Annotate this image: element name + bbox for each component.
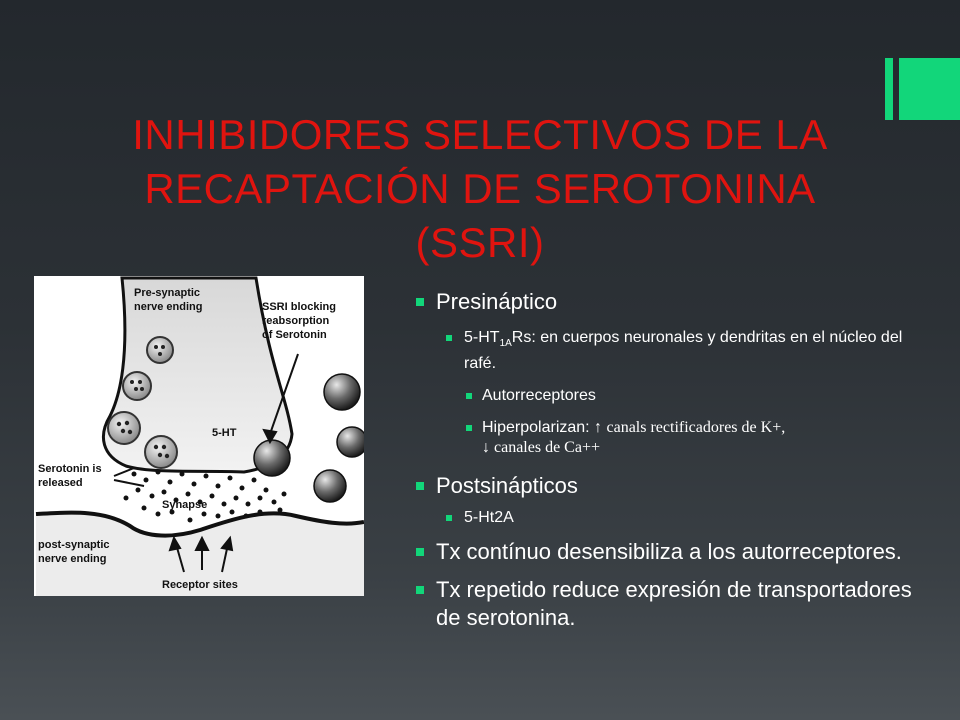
bullet-marker xyxy=(466,393,472,399)
slide-title: INHIBIDORES SELECTIVOS DE LA RECAPTACIÓN DE SEROTONINA (SSRI) xyxy=(132,111,828,266)
accent-bar-thick xyxy=(899,58,960,120)
bullet-marker xyxy=(416,548,424,556)
label-post-2: nerve ending xyxy=(38,553,107,565)
bullet-autorreceptores: Autorreceptores xyxy=(416,386,936,406)
label-released-1: Serotonin is xyxy=(38,463,102,475)
bullet-list xyxy=(416,288,936,632)
bullet-marker xyxy=(446,515,452,521)
label-released-2: released xyxy=(38,477,83,489)
bullet-tx-repetido: Tx repetido reduce expresión de transportadores de serotonina. xyxy=(416,576,936,632)
bullet-postsinapticos: Postsinápticos xyxy=(416,472,936,500)
label-synapse: Synapse xyxy=(162,499,208,511)
bullet-5ht1a: $5-HT_{1A}Rs$: en cuerpos neuronales y dendritas en el núcleo del rafé. xyxy=(416,328,936,374)
bullet-marker xyxy=(416,586,424,594)
synapse-diagram xyxy=(34,276,364,596)
accent-bar-thin xyxy=(885,58,893,120)
label-ssri-3: of Serotonin xyxy=(262,329,327,341)
label-5ht: 5-HT xyxy=(212,427,237,439)
bullet-marker xyxy=(416,482,424,490)
bullet-marker xyxy=(466,425,472,431)
bullet-hiperpolarizan: Hiperpolarizan: ↑ canals rectificadores de K+, ↓ canales de Ca++ xyxy=(416,418,936,458)
label-post-1: post-synaptic xyxy=(38,539,110,551)
label-pre-1: Pre-synaptic xyxy=(134,287,201,299)
bullet-tx-continuo: Tx contínuo desensibiliza a los autorreceptores. xyxy=(416,538,936,566)
bullet-5ht2a: 5-Ht2A xyxy=(416,508,936,528)
label-receptor: Receptor sites xyxy=(162,579,238,591)
label-ssri-2: reabsorption xyxy=(262,315,330,327)
bullet-presinaptico: Presináptico xyxy=(416,288,936,316)
label-ssri-1: SSRI blocking xyxy=(262,301,336,313)
label-pre-2: nerve ending xyxy=(134,301,203,313)
bullet-marker xyxy=(446,335,452,341)
bullet-marker xyxy=(416,298,424,306)
